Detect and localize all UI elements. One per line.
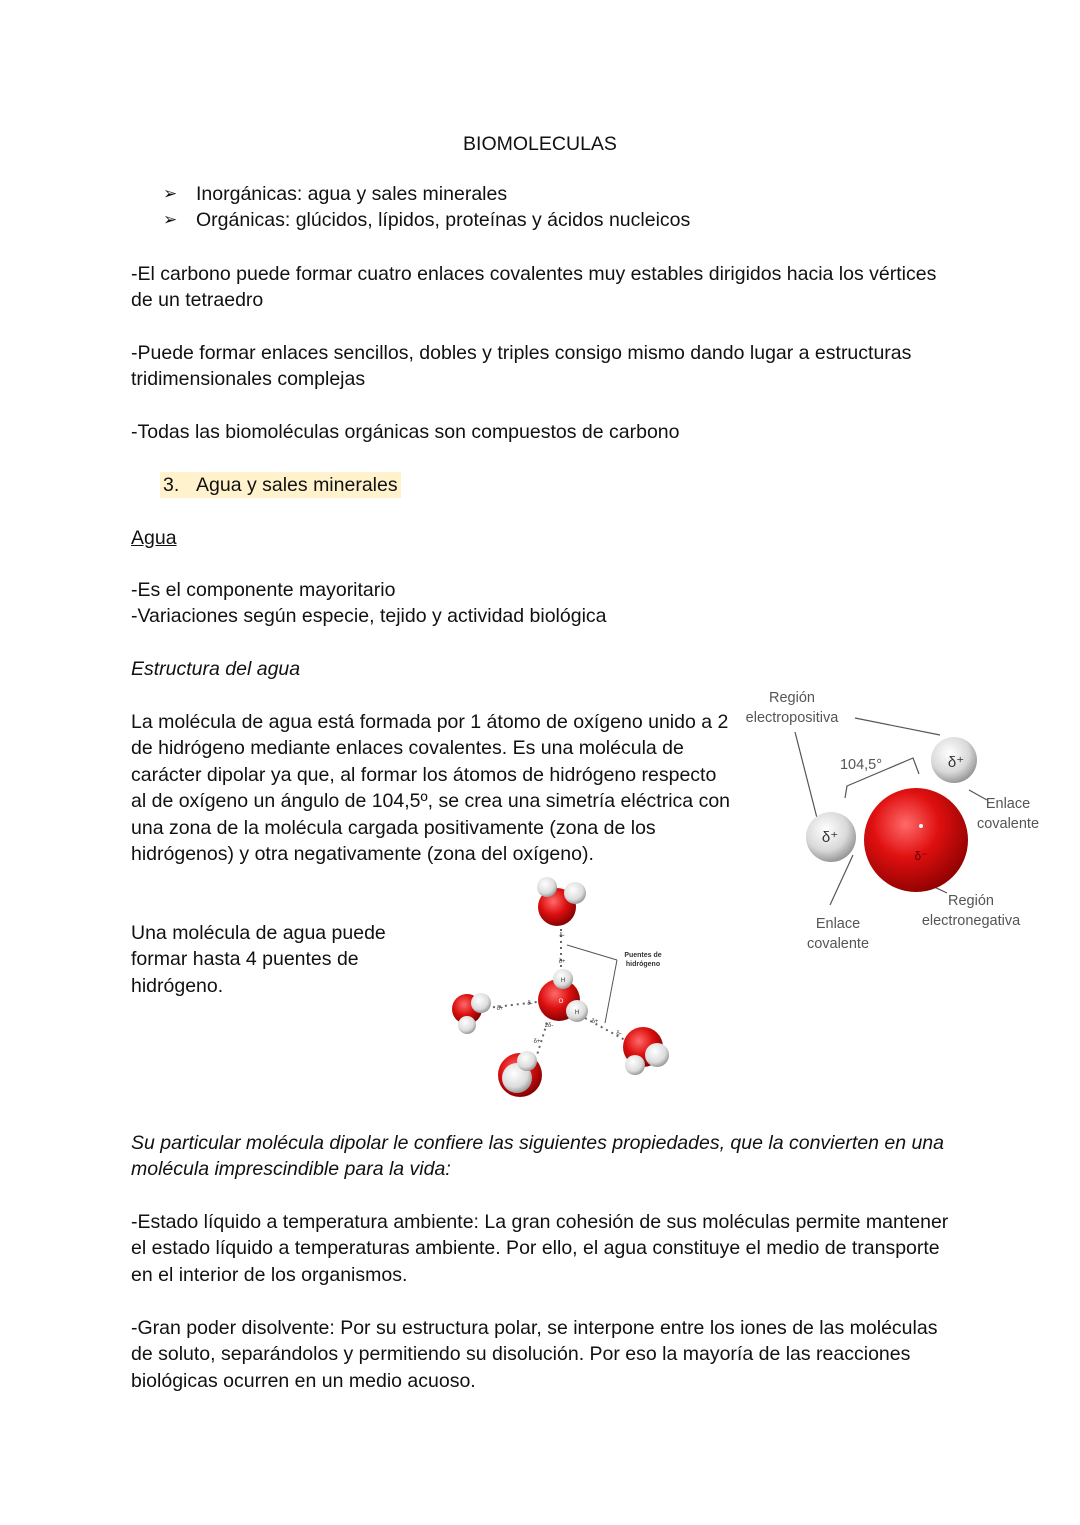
label-delta-plus-bottom: δ+: [533, 1039, 541, 1045]
property-liquid-state: -Estado líquido a temperatura ambiente: La gran cohesión de sus moléculas permite mantener el estado líquido a temperaturas ambiente. Por ello, el agua constituye el medio de transporte en el interior de los organismos.: [131, 1211, 949, 1286]
label-delta-minus-small: δ-: [559, 933, 565, 939]
label-h-right: H: [574, 1010, 580, 1016]
label-delta-minus-left: δ-: [527, 1001, 533, 1007]
paragraph-carbon-bonds: -El carbono puede formar cuatro enlaces covalentes muy estables dirigidos hacia los vértices de un tetraedro: [131, 263, 937, 312]
properties-intro: Su particular molécula dipolar le confiere las siguientes propiedades, que la convierten en una molécula imprescindible para la vida:: [131, 1132, 945, 1181]
label-h-top: H: [560, 978, 566, 984]
label-delta-plus-top: δ⁺: [947, 754, 965, 771]
label-covalent-bond-bottom-1: Enlace: [815, 916, 861, 932]
label-delta-plus-right: δ+: [591, 1019, 599, 1025]
label-hydrogen-bridges-2: hidrógeno: [625, 961, 661, 968]
label-region-positive-2: electropositiva: [745, 710, 839, 726]
section-label: Agua y sales minerales: [196, 474, 398, 496]
subheading-water: Agua: [131, 527, 177, 549]
arrow-bullet-icon: ➢: [163, 210, 178, 231]
document-title: BIOMOLECULAS: [463, 133, 617, 155]
label-region-positive-1: Región: [769, 690, 815, 706]
structure-paragraph: La molécula de agua está formada por 1 átomo de oxígeno unido a 2 de hidrógeno mediante enlaces covalentes. Es una molécula de carácter dipolar ya que, al formar los átomos de hidrógeno respecto al de oxígeno un ángulo de 104,5º, se crea una simetría eléctrica con una zona de la molécula cargada positivamente (zona de los hidrógenos) y otra negativamente (zona del oxígeno).: [131, 711, 731, 866]
label-delta-plus-left: δ⁺: [821, 829, 839, 846]
label-covalent-bond-right-2: covalente: [976, 816, 1040, 832]
label-o-center: O: [558, 999, 564, 1005]
label-covalent-bond-right-1: Enlace: [985, 796, 1031, 812]
label-covalent-bond-bottom-2: covalente: [806, 936, 870, 952]
arrow-bullet-icon: ➢: [163, 184, 178, 204]
bridges-paragraph: Una molécula de agua puede formar hasta 4 puentes de hidrógeno.: [131, 922, 386, 997]
paragraph-carbon-compounds: -Todas las biomoléculas orgánicas son compuestos de carbono: [131, 421, 680, 443]
biomolecule-types-list: [163, 181, 690, 234]
section-heading-water-minerals: [160, 472, 401, 498]
label-region-negative-2: electronegativa: [921, 913, 1021, 929]
label-delta-minus: δ⁻: [914, 849, 928, 863]
water-point-majority: -Es el componente mayoritario: [131, 579, 396, 601]
label-bond-angle: 104,5°: [839, 757, 883, 773]
list-item-text: Inorgánicas: agua y sales minerales: [196, 183, 508, 205]
hydrogen-bonds-diagram: [445, 875, 685, 1105]
structure-heading: Estructura del agua: [131, 658, 301, 680]
label-hydrogen-bridges-1: Puentes de: [624, 952, 662, 959]
label-delta-minus-right: δ-: [616, 1031, 622, 1037]
list-item: [163, 181, 690, 207]
water-point-variations: -Variaciones según especie, tejido y actividad biológica: [131, 605, 607, 627]
oxygen-atom: [864, 788, 968, 892]
label-delta-plus-small: δ+: [558, 959, 566, 965]
label-delta-plus-left: δ+: [496, 1006, 504, 1012]
paragraph-carbon-structures: -Puede formar enlaces sencillos, dobles y triples consigo mismo dando lugar a estructuras tridimensionales complejas: [131, 342, 912, 391]
label-region-negative-1: Región: [948, 893, 994, 909]
list-item: [163, 207, 690, 233]
water-molecule-diagram: [735, 680, 1055, 960]
section-number: 3.: [163, 474, 180, 496]
property-solvent-power: -Gran poder disolvente: Por su estructura polar, se interpone entre los iones de las moléculas de soluto, separándolos y permitiendo su disolución. Por eso la mayoría de las reacciones biológicas ocurren en un medio acuoso.: [131, 1317, 938, 1392]
label-2delta-minus: 2δ-: [544, 1023, 554, 1029]
list-item-text: Orgánicas: glúcidos, lípidos, proteínas y ácidos nucleicos: [196, 209, 691, 232]
